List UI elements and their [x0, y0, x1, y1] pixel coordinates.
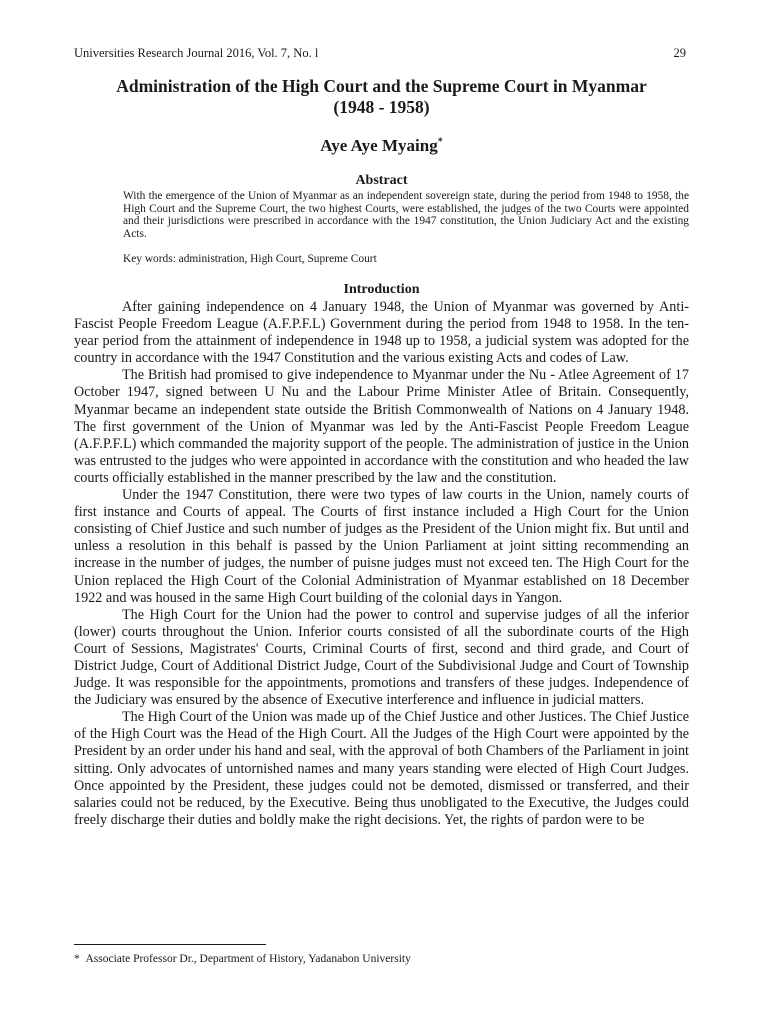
journal-citation: Universities Research Journal 2016, Vol. 7, No. l [74, 46, 319, 60]
author-name [74, 136, 689, 156]
title-line-2: (1948 - 1958) [333, 97, 430, 117]
abstract-text: With the emergence of the Union of Myanmar as an independent sovereign state, during the period from 1948 to 1958, the High Court and the Supreme Court, the two highest Courts, were established, the judges of the two Courts were appointed and their jurisdictions were prescribed in accordance with the 1947 constitution, the Union Judiciary Act and the existing Acts. [123, 190, 689, 240]
introduction-heading: Introduction [343, 282, 420, 297]
title-line-1: Administration of the High Court and the Supreme Court in Myanmar [116, 76, 647, 96]
author-text: Aye Aye Myaing [320, 136, 438, 155]
footnote-mark: * [74, 953, 80, 965]
page-number: 29 [673, 46, 686, 60]
introduction-body [74, 299, 689, 829]
running-header [74, 46, 686, 64]
paragraph: Under the 1947 Constitution, there were two types of law courts in the Union, namely courts of first instance and Courts of appeal. The Courts of first instance included a High Court for the Union consisting of Chief Justice and such number of judges as the President of the Union might fix. But until and unless a resolution in this behalf is passed by the Union Parliament at joint sitting recommending an increase in the number of judges, the number of puisne judges must not exceed ten. The High Court for the Union replaced the High Court of the Colonial Administration of Myanmar established on 18 December 1922 and was housed in the same High Court building of the colonial days in Yangon. [74, 487, 689, 606]
abstract-heading: Abstract [355, 173, 408, 188]
author-footnote-mark: * [437, 136, 443, 148]
footnote-divider [74, 944, 266, 945]
paragraph: The High Court for the Union had the power to control and supervise judges of all the inferior (lower) courts throughout the Union. Inferior courts consisted of all the subordinate courts of the High Court of Sessions, Magistrates' Courts, Criminal Courts of first, second and third grade, and Court of District Judge, Court of Additional District Judge, Court of the Subdivisional Judge and Court of Township Judge. It was responsible for the appointments, promotions and transfers of these judges. Independence of the Judiciary was ensured by the absence of Executive interference and influence in judicial matters. [74, 606, 689, 709]
paragraph: After gaining independence on 4 January 1948, the Union of Myanmar was governed by Anti-Fascist People Freedom League (A.F.P.F.L) Government during the period from 1948 to 1958. In the ten-year period from the attainment of independence in 1948 up to 1958, a judicial system was adopted for the country in accordance with the 1947 Constitution and the various existing Acts and codes of Law. [74, 299, 689, 367]
keywords-line: Key words: administration, High Court, Supreme Court [123, 253, 377, 265]
paragraph: The High Court of the Union was made up of the Chief Justice and other Justices. The Chief Justice of the High Court was the Head of the High Court. All the Judges of the High Court were appointed by the President by an order under his hand and seal, with the approval of both Chambers of the Parliament in joint sitting. Only advocates of untornished names and many years standing were elected of High Court Judges. Once appointed by the President, these judges could not be demoted, dismissed or transferred, and their salaries could not be reduced, by the Executive. Being thus unobligated to the Executive, the Judges could freely discharge their duties and boldly make the right decisions. Yet, the rights of pardon were to be [74, 709, 689, 828]
article-title [74, 76, 689, 118]
paragraph: The British had promised to give independence to Myanmar under the Nu - Atlee Agreement of 17 October 1947, signed between U Nu and the Labour Prime Minister Atlee of Britain. Consequently, Myanmar became an independent state outside the British Commonwealth of Nations on 4 January 1948. The first government of the Union of Myanmar was led by the Anti-Fascist People Freedom League (A.F.P.F.L) which commanded the majority support of the people. The administration of justice in the Union was entrusted to the judges who were appointed in accordance with the constitution and who headed the law courts officially established in the manner prescribed by the law and the constitution. [74, 367, 690, 486]
author-footnote [74, 953, 689, 965]
footnote-text: Associate Professor Dr., Department of History, Yadanabon University [85, 953, 411, 965]
